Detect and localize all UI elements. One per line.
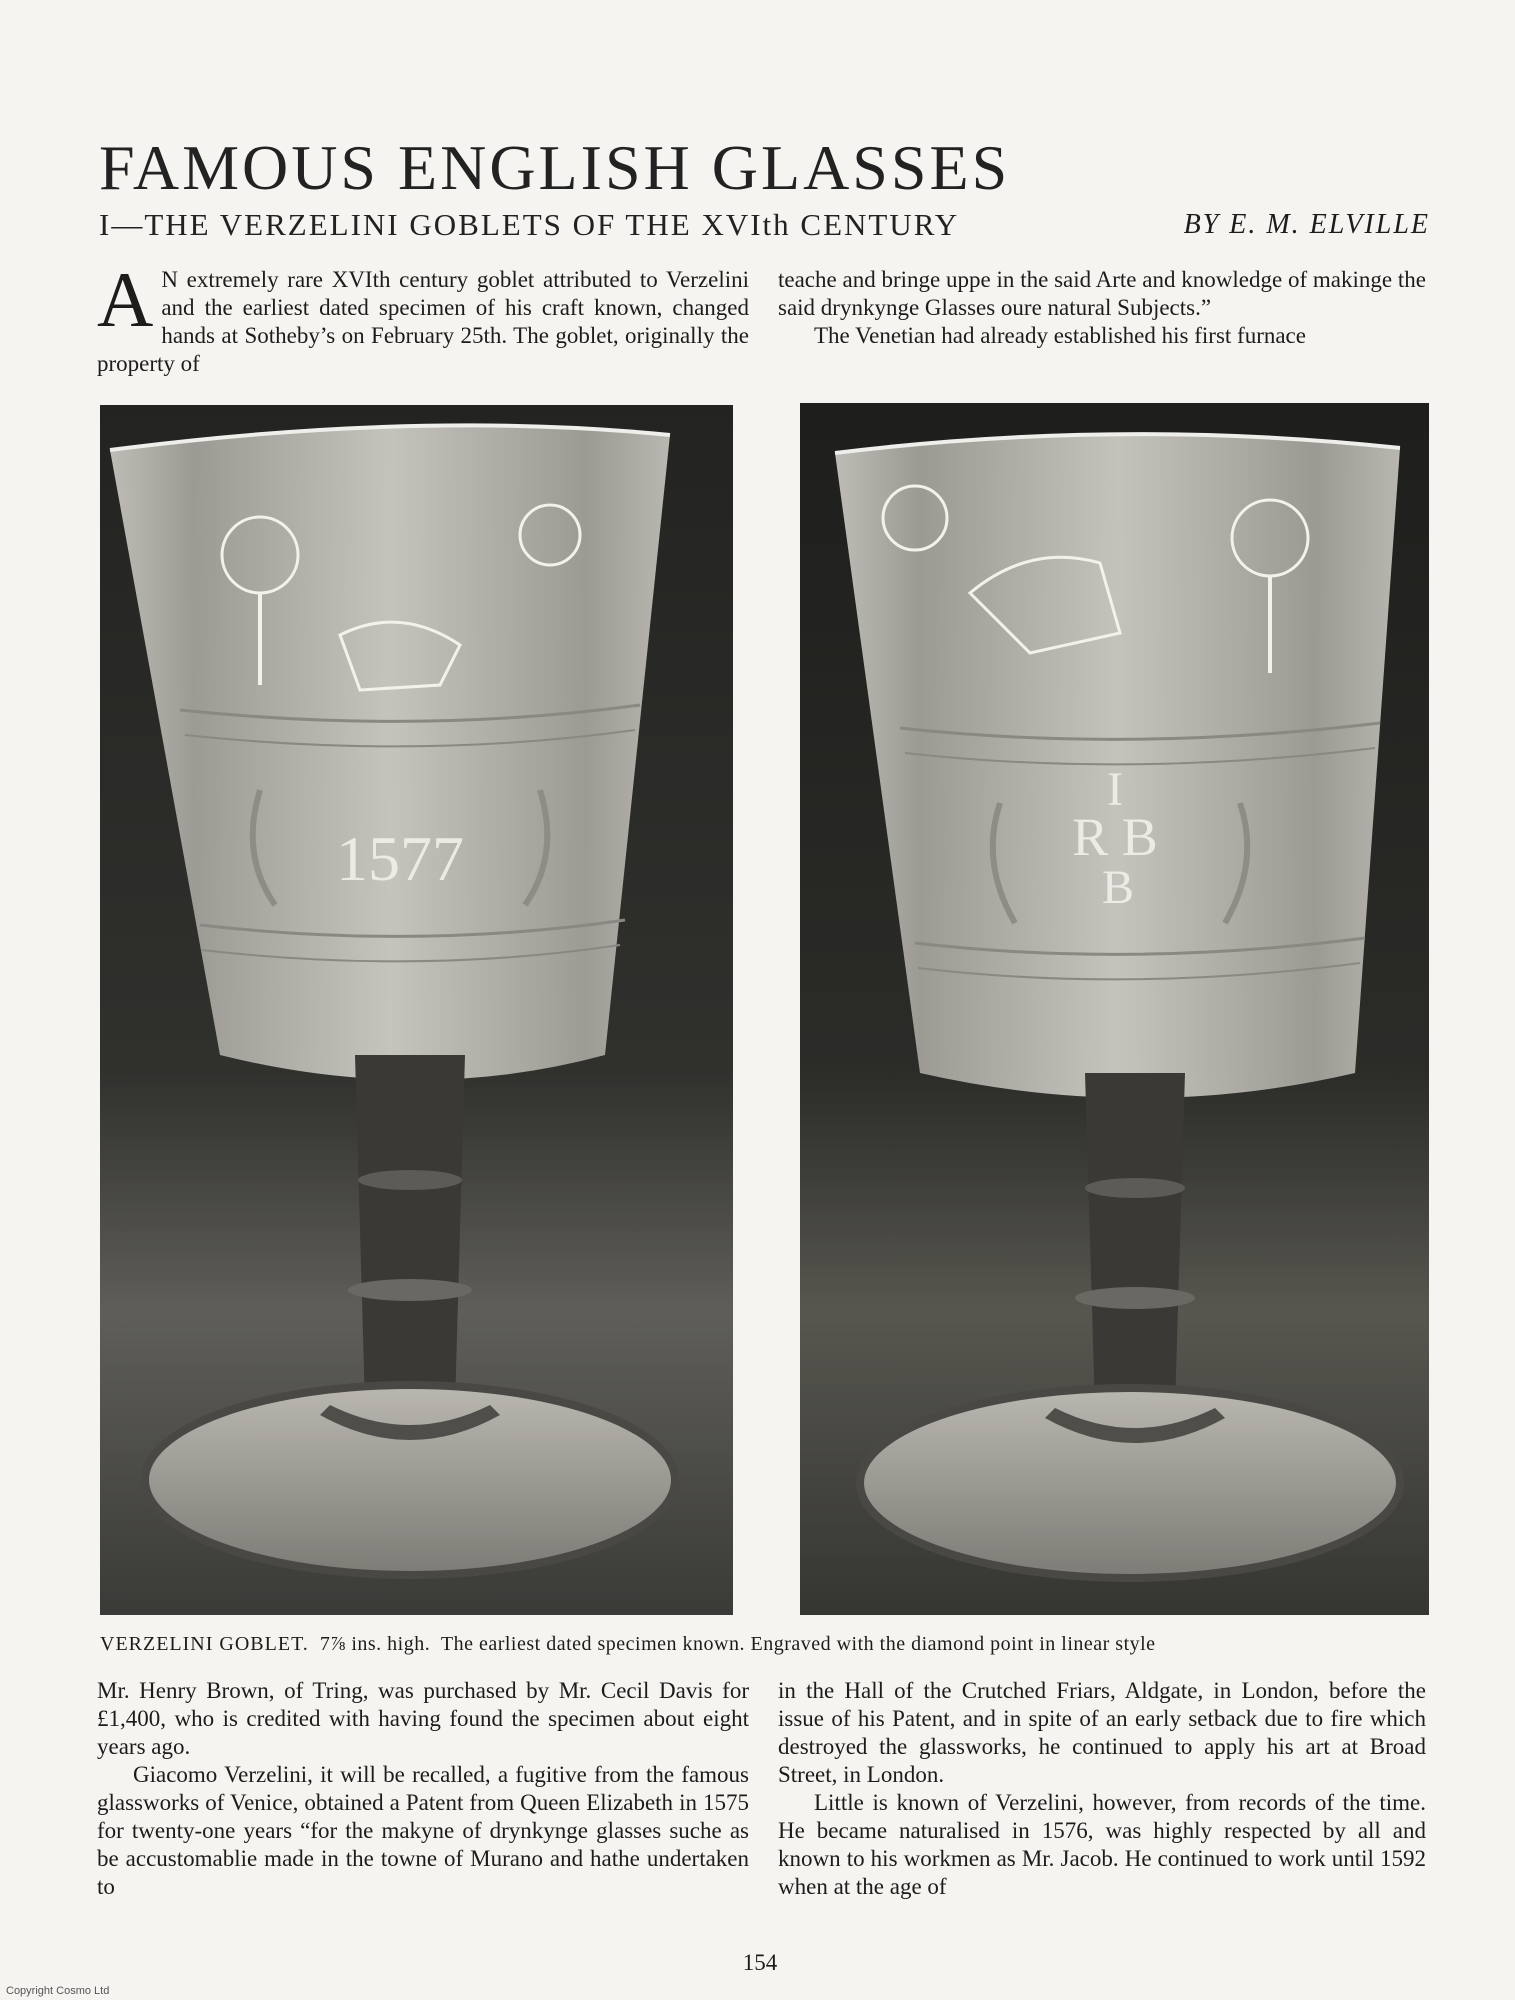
goblet-illustration-right	[800, 403, 1429, 1615]
paragraph: The Venetian had already established his first furnace	[814, 323, 1306, 348]
column-bottom-right	[778, 1677, 1426, 1901]
article-byline: BY E. M. ELVILLE	[1183, 209, 1430, 240]
article-title: FAMOUS ENGLISH GLASSES	[99, 132, 1011, 203]
paragraph: Giacomo Verzelini, it will be recalled, a fugitive from the famous glassworks of Venice, obtained a Patent from Queen Elizabeth in 1575 for twenty-one years “for the makyne of drynkynge glasses suche as be accustomablie made in the towne of Murano and hathe undertaken to	[97, 1762, 749, 1899]
caption-lead: VERZELINI GOBLET.	[100, 1633, 309, 1655]
page-number: 154	[742, 1950, 778, 1975]
drop-cap: A	[97, 256, 154, 343]
goblet-photo-right	[800, 403, 1429, 1615]
goblet-illustration-left	[100, 405, 733, 1615]
goblet-date-engraving: 1577	[336, 823, 464, 894]
goblet-initials-middle: R B	[1072, 807, 1158, 867]
paragraph: teache and bringe uppe in the said Arte and knowledge of makinge the said drynkynge Glasses oure natural Subjects.”	[778, 267, 1426, 320]
caption-text: The earliest dated specimen known. Engraved with the diamond point in linear style	[440, 1633, 1156, 1655]
intro-paragraph: N extremely rare XVIth century goblet attributed to Verzelini and the earliest dated specimen of his craft known, changed hands at Sotheby’s on February 25th. The goblet, originally the property of	[97, 267, 749, 376]
paragraph: Mr. Henry Brown, of Tring, was purchased by Mr. Cecil Davis for £1,400, who is credited with having found the specimen about eight years ago.	[97, 1678, 749, 1759]
goblet-photo-left	[100, 405, 733, 1615]
paragraph: in the Hall of the Crutched Friars, Aldgate, in London, before the issue of his Patent, and in spite of an early setback due to fire which destroyed the glassworks, he continued to apply his art at Broad Street, in London.	[778, 1678, 1426, 1787]
column-top-right	[778, 266, 1426, 350]
caption-size: 7⅞ ins. high.	[319, 1633, 431, 1655]
copyright-notice: Copyright Cosmo Ltd	[6, 1985, 110, 1997]
goblet-initial-bottom: B	[1101, 861, 1135, 914]
figure-caption	[100, 1630, 1430, 1658]
column-bottom-left	[97, 1677, 749, 1901]
paragraph: Little is known of Verzelini, however, from records of the time. He became naturalised in 1576, was highly respected by all and known to his workmen as Mr. Jacob. He continued to work until 1592 when at the age of	[778, 1790, 1426, 1899]
goblet-initial-top: I	[1107, 763, 1123, 816]
column-top-left	[97, 256, 749, 378]
article-subtitle: I—THE VERZELINI GOBLETS OF THE XVIth CENTURY	[99, 207, 960, 242]
